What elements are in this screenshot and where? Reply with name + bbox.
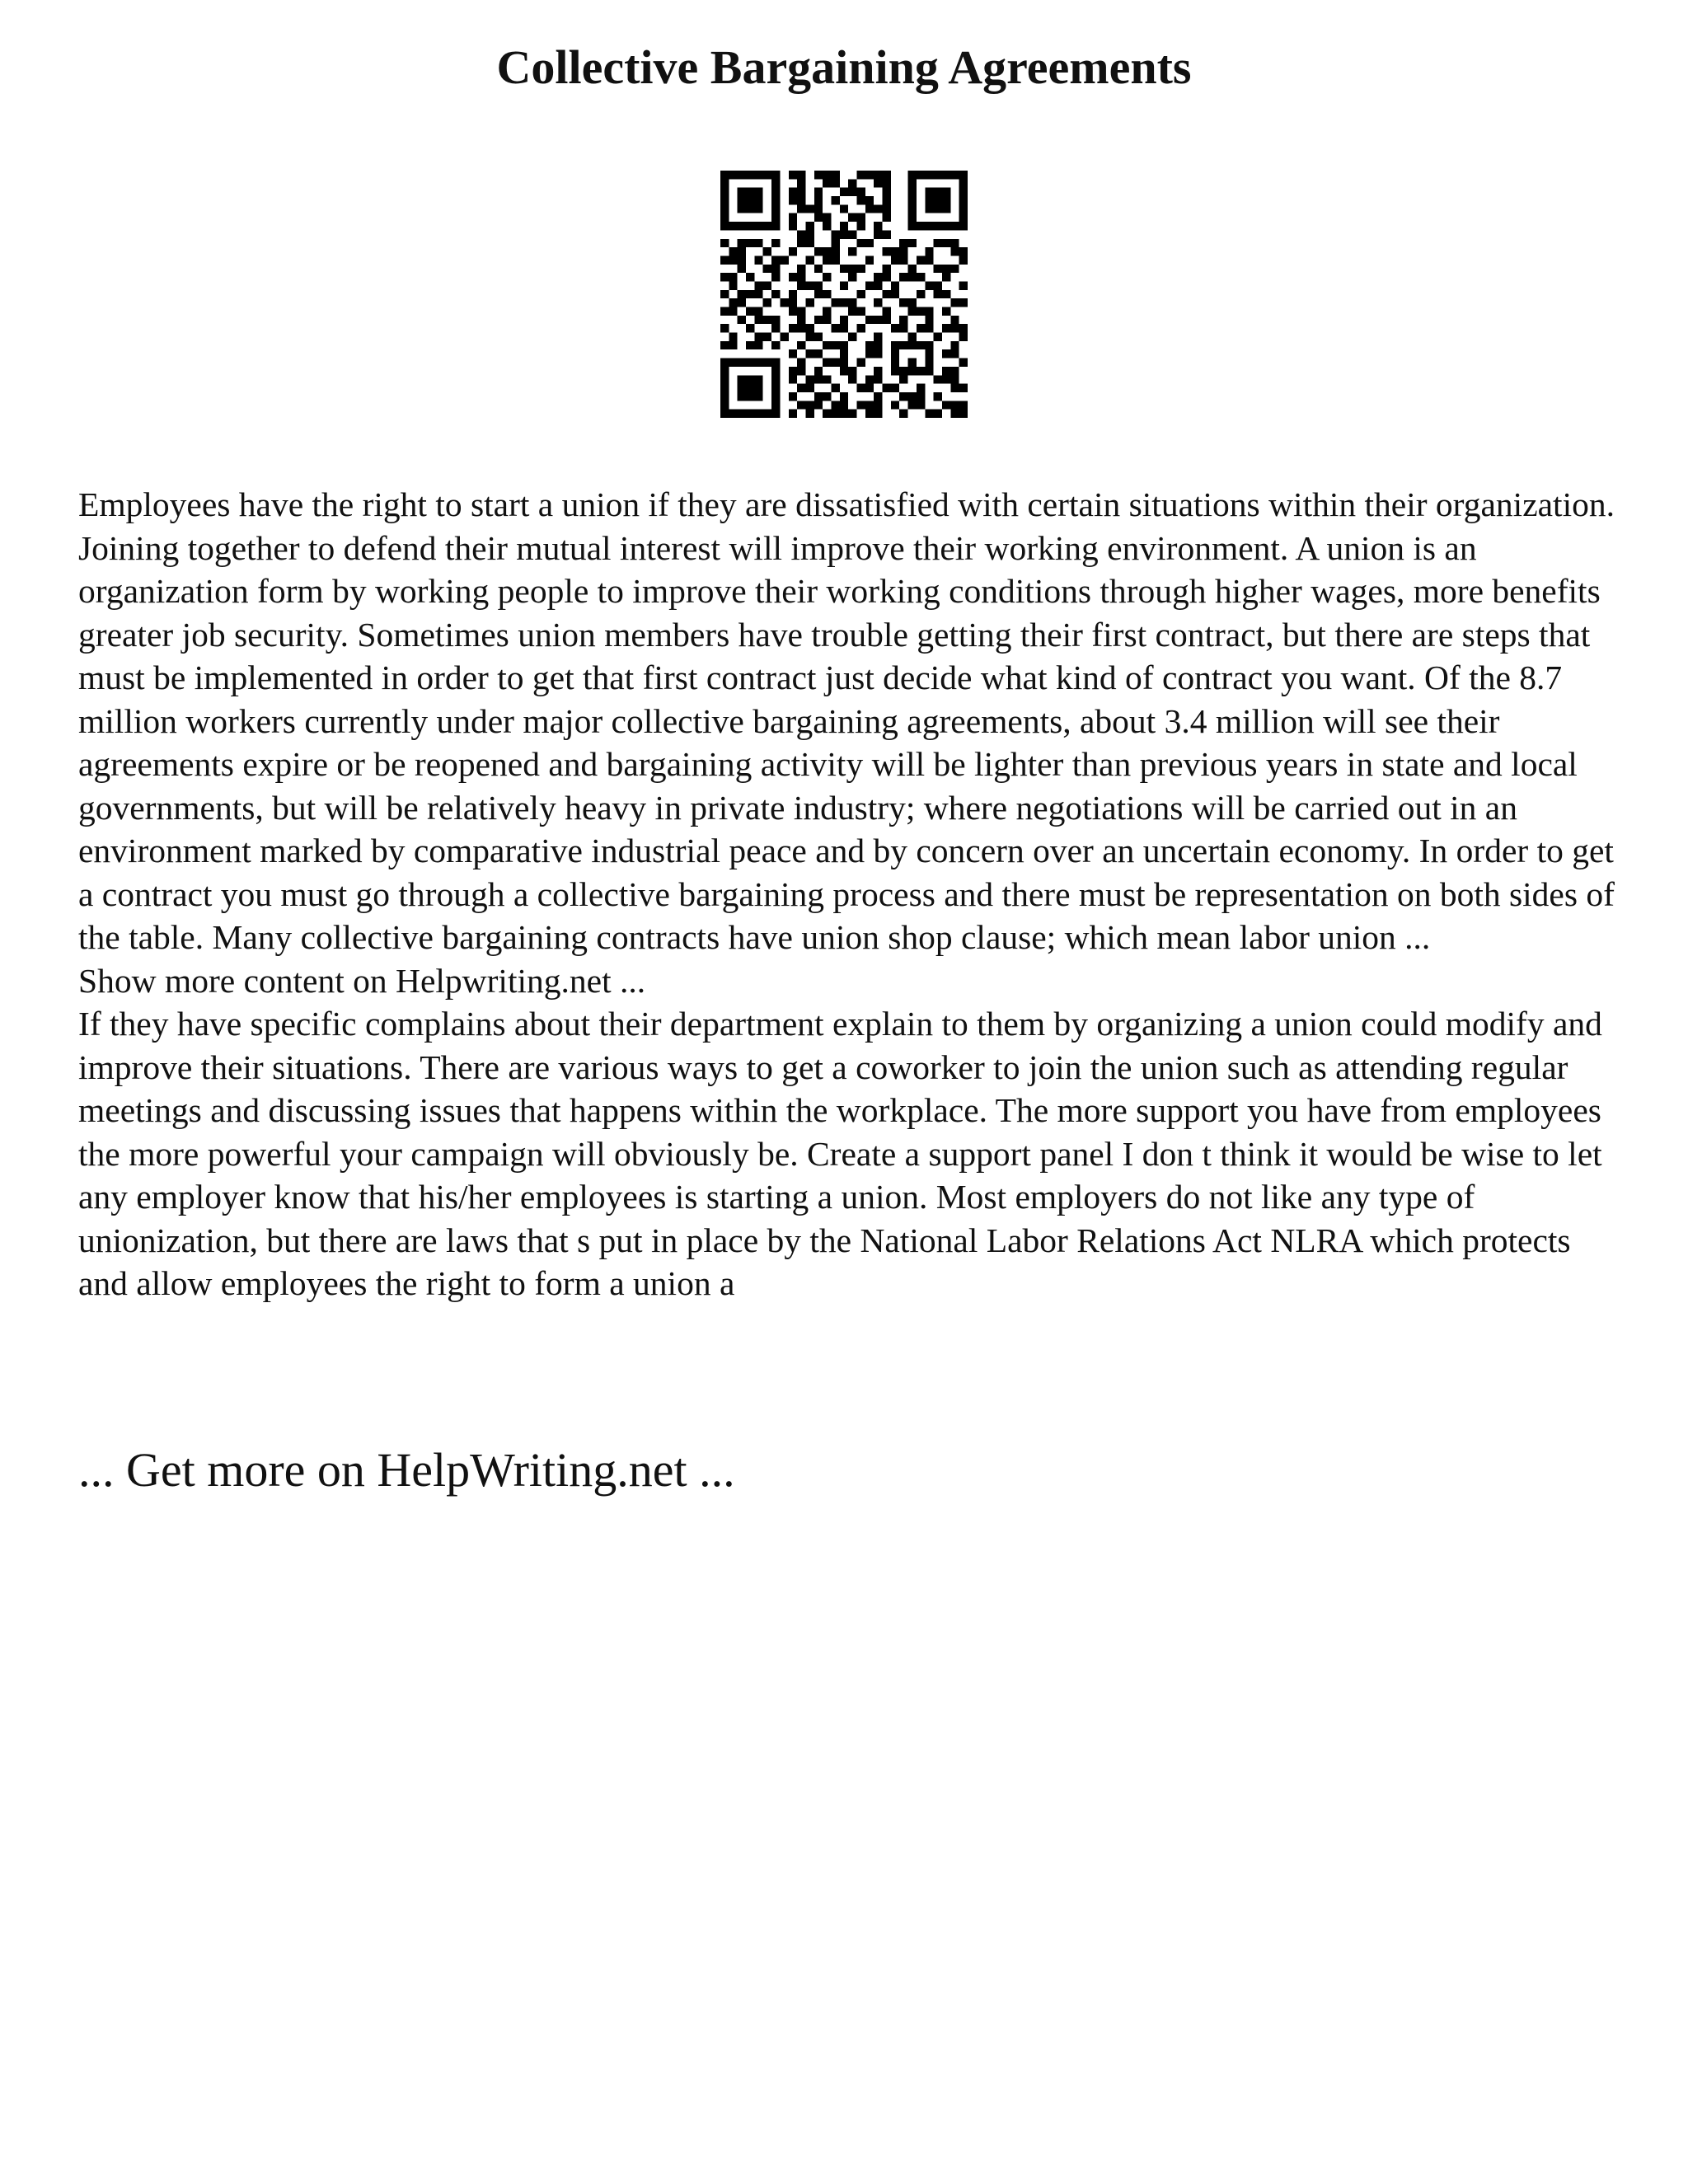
article-body: [78, 483, 1620, 1305]
paragraph-2: If they have specific complains about their department explain to them by organizing a union could modify and improve their situations. There are various ways to get a coworker to join the union such as attending regular meetings and discussing issues that happens within the workplace. The more support you have from employees the more powerful your campaign will obviously be. Create a support panel I don t think it would be wise to let any employer know that his/her employees is starting a union. Most employers do not like any type of unionization, but there are laws that s put in place by the National Labor Relations Act NLRA which protects and allow employees the right to form a union a: [78, 1005, 1602, 1302]
show-more-link[interactable]: Show more content on Helpwriting.net ...: [78, 961, 646, 1000]
qr-code-icon: [720, 171, 968, 418]
document-title: Collective Bargaining Agreements: [496, 40, 1192, 94]
get-more-link[interactable]: ... Get more on HelpWriting.net ...: [78, 1443, 735, 1497]
paragraph-1: Employees have the right to start a union if they are dissatisfied with certain situations within their organization. Joining together to defend their mutual interest will improve their working environment. A union is an organization form by working people to improve their working conditions through higher wages, more benefits greater job security. Sometimes union members have trouble getting their first contract, but there are steps that must be implemented in order to get that first contract just decide what kind of contract you want. Of the 8.7 million workers currently under major collective bargaining agreements, about 3.4 million will see their agreements expire or be reopened and bargaining activity will be lighter than previous years in state and local governments, but will be relatively heavy in private industry; where negotiations will be carried out in an environment marked by comparative industrial peace and by concern over an uncertain economy. In order to get a contract you must go through a collective bargaining process and there must be representation on both sides of the table. Many collective bargaining contracts have union shop clause; which mean labor union ...: [78, 485, 1615, 956]
